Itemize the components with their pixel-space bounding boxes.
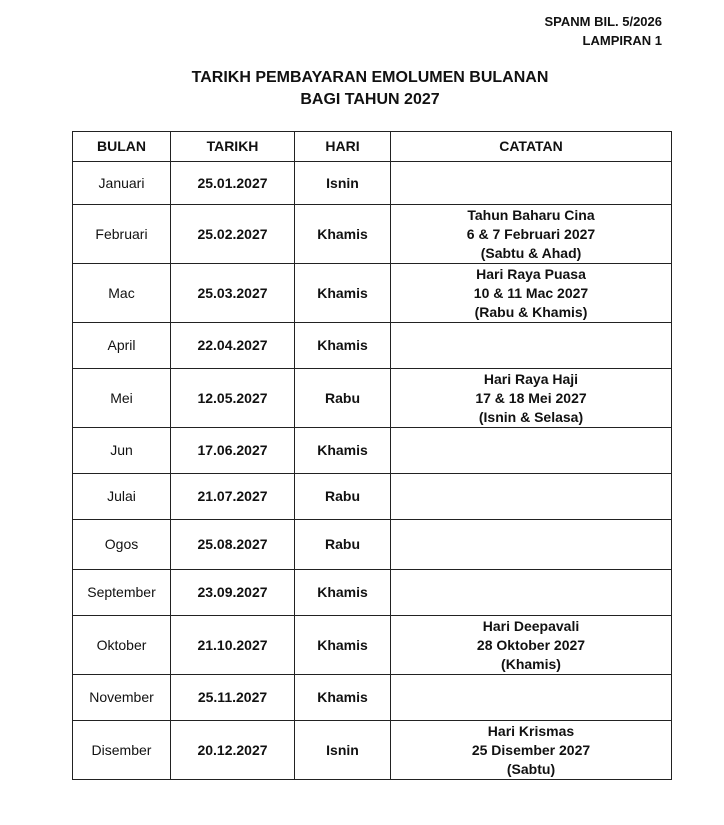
note-line: Hari Deepavali — [482, 617, 580, 634]
table-row — [73, 675, 672, 721]
attachment-label: LAMPIRAN 1 — [582, 33, 662, 48]
note-line: 28 Oktober 2027 — [476, 636, 586, 653]
title-line-2: BAGI TAHUN 2027 — [300, 91, 440, 108]
note-line: Hari Raya Haji — [483, 370, 579, 387]
note-cell — [391, 323, 672, 369]
month-cell: April — [73, 323, 171, 369]
column-header-tarikh: TARIKH — [171, 132, 295, 162]
month-cell: Julai — [73, 474, 171, 520]
day-cell: Khamis — [295, 264, 391, 323]
note-line: 6 & 7 Februari 2027 — [466, 225, 596, 242]
month-cell: Jun — [73, 428, 171, 474]
day-cell: Khamis — [295, 428, 391, 474]
date-cell: 25.08.2027 — [171, 520, 295, 570]
note-cell — [391, 474, 672, 520]
month-cell: Ogos — [73, 520, 171, 570]
table-header-row — [73, 132, 672, 162]
column-header-catatan: CATATAN — [391, 132, 672, 162]
month-cell: Mac — [73, 264, 171, 323]
table-row — [73, 474, 672, 520]
note-line: (Sabtu & Ahad) — [480, 244, 582, 261]
table-row — [73, 162, 672, 205]
day-cell: Isnin — [295, 162, 391, 205]
note-line: 25 Disember 2027 — [471, 741, 591, 758]
note-line: Tahun Baharu Cina — [467, 206, 595, 223]
title-line-1: TARIKH PEMBAYARAN EMOLUMEN BULANAN — [191, 69, 549, 86]
document-title — [0, 67, 724, 111]
note-line: 10 & 11 Mac 2027 — [473, 284, 589, 301]
table-row — [73, 369, 672, 428]
day-cell: Rabu — [295, 520, 391, 570]
date-cell: 20.12.2027 — [171, 721, 295, 780]
month-cell: Oktober — [73, 616, 171, 675]
day-cell: Khamis — [295, 616, 391, 675]
date-cell: 23.09.2027 — [171, 570, 295, 616]
month-cell: Mei — [73, 369, 171, 428]
day-cell: Khamis — [295, 675, 391, 721]
table-row — [73, 205, 672, 264]
month-cell: Disember — [73, 721, 171, 780]
note-cell — [391, 264, 672, 323]
note-cell — [391, 570, 672, 616]
date-cell: 17.06.2027 — [171, 428, 295, 474]
note-cell — [391, 369, 672, 428]
month-cell: Januari — [73, 162, 171, 205]
note-cell — [391, 205, 672, 264]
column-header-bulan: BULAN — [73, 132, 171, 162]
month-cell: November — [73, 675, 171, 721]
note-line: (Khamis) — [501, 655, 561, 672]
day-cell: Khamis — [295, 323, 391, 369]
note-cell — [391, 721, 672, 780]
note-cell — [391, 162, 672, 205]
day-cell: Rabu — [295, 369, 391, 428]
date-cell: 21.10.2027 — [171, 616, 295, 675]
note-line: Hari Krismas — [487, 722, 575, 739]
note-cell — [391, 520, 672, 570]
month-cell: September — [73, 570, 171, 616]
day-cell: Khamis — [295, 570, 391, 616]
document-reference-block — [544, 12, 662, 50]
note-cell — [391, 428, 672, 474]
day-cell: Isnin — [295, 721, 391, 780]
table-row — [73, 428, 672, 474]
note-cell — [391, 675, 672, 721]
table-row — [73, 520, 672, 570]
payment-schedule-table — [72, 131, 672, 780]
table-row — [73, 721, 672, 780]
note-line: 17 & 18 Mei 2027 — [475, 389, 587, 406]
date-cell: 25.03.2027 — [171, 264, 295, 323]
column-header-hari: HARI — [295, 132, 391, 162]
date-cell: 12.05.2027 — [171, 369, 295, 428]
note-line: Hari Raya Puasa — [476, 265, 586, 282]
day-cell: Khamis — [295, 205, 391, 264]
table-row — [73, 323, 672, 369]
note-line: (Sabtu) — [506, 760, 556, 777]
note-line: (Rabu & Khamis) — [474, 303, 588, 320]
table-row — [73, 616, 672, 675]
date-cell: 22.04.2027 — [171, 323, 295, 369]
day-cell: Rabu — [295, 474, 391, 520]
date-cell: 25.02.2027 — [171, 205, 295, 264]
note-cell — [391, 616, 672, 675]
note-line: (Isnin & Selasa) — [478, 408, 584, 425]
table-row — [73, 264, 672, 323]
date-cell: 25.11.2027 — [171, 675, 295, 721]
date-cell: 21.07.2027 — [171, 474, 295, 520]
date-cell: 25.01.2027 — [171, 162, 295, 205]
reference-number: SPANM BIL. 5/2026 — [544, 14, 662, 29]
table-row — [73, 570, 672, 616]
month-cell: Februari — [73, 205, 171, 264]
